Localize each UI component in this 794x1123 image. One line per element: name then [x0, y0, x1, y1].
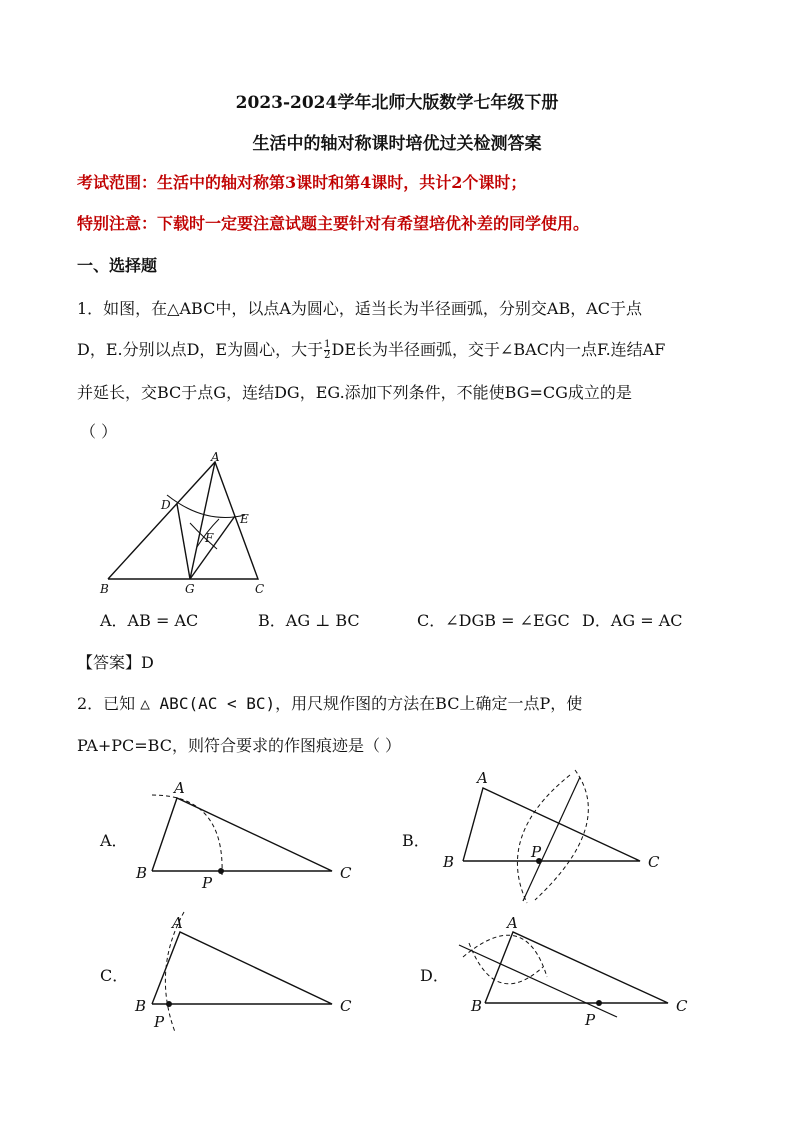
q2a-label-b: B	[136, 864, 148, 882]
q1-text-line3: 并延长，交BC于点G，连结DG，EG.添加下列条件，不能使BG=CG成立的是	[77, 383, 632, 402]
q2a-triangle	[152, 798, 332, 871]
q2-figure-d[interactable]	[455, 905, 700, 1035]
q2b-triangle	[463, 788, 640, 861]
q1-label-g: G	[185, 582, 195, 596]
q1-label-e: E	[240, 512, 249, 526]
q2a-point-p	[218, 868, 224, 874]
q2-option-c-label[interactable]: C．	[100, 966, 129, 985]
q2b-label-c: C	[648, 853, 660, 871]
exam-scope-note: 考试范围：生活中的轴对称第3课时和第4课时，共计2个课时；	[77, 173, 527, 192]
q2a-arc	[152, 795, 222, 875]
q2c-label-b: B	[135, 997, 147, 1015]
q2d-point-p	[596, 1000, 602, 1006]
q2-line1-end: ，用尺规作图的方法在BC上确定一点P，使	[275, 694, 583, 713]
q2d-label-b: B	[471, 997, 483, 1015]
document-title: 2023-2024学年北师大版数学七年级下册	[235, 93, 559, 113]
q2b-arc-left	[517, 775, 570, 903]
q1-answer: 【答案】D	[77, 653, 154, 672]
q1-line2-end: DE长为半径画弧，交于∠BAC内一点F.连结AF	[331, 340, 666, 359]
q2a-label-a: A	[174, 779, 185, 797]
q1-label-a: A	[211, 450, 220, 464]
q1-label-b: B	[100, 582, 109, 596]
q2b-perpendicular-bisector	[523, 777, 580, 901]
q1-triangle-figure	[95, 445, 285, 600]
q2a-label-c: C	[340, 864, 352, 882]
q2c-label-p: P	[154, 1013, 165, 1031]
q2b-label-b: B	[443, 853, 455, 871]
q2-line1-start: 2．已知	[77, 694, 141, 713]
q1-text-line2	[77, 337, 665, 361]
q1-line2-start: D，E.分别以点D，E为圆心，大于	[77, 340, 324, 359]
q2b-arc-right	[535, 770, 588, 900]
q2d-angle-bisector-line	[459, 945, 617, 1017]
q2-option-b-label[interactable]: B．	[402, 831, 430, 850]
q1-label-c: C	[255, 582, 265, 596]
q1-option-a[interactable]: A．AB = AC	[100, 611, 199, 630]
q1-option-d[interactable]: D．AG = AC	[582, 611, 683, 630]
q2-line1-triangle: △ ABC(AC < BC)	[140, 694, 276, 713]
q2d-label-p: P	[585, 1011, 596, 1029]
q2-figure-c[interactable]	[130, 910, 360, 1035]
q2c-triangle	[152, 932, 332, 1004]
q1-fraction-denominator: 2	[324, 350, 331, 361]
q1-option-c[interactable]: C．∠DGB = ∠EGC	[417, 611, 570, 630]
q2-text-line2: PA+PC=BC，则符合要求的作图痕迹是（ ）	[77, 736, 402, 755]
q1-triangle-abc	[108, 462, 258, 579]
q2-figure-a[interactable]	[130, 775, 360, 895]
q1-answer-bracket: （ ）	[80, 422, 118, 441]
q2a-label-p: P	[202, 874, 213, 892]
q1-text-line1: 1．如图，在△ABC中，以点A为圆心，适当长为半径画弧，分别交AB，AC于点	[77, 299, 643, 318]
q2b-label-p: P	[531, 843, 542, 861]
q2c-label-c: C	[340, 997, 352, 1015]
q1-line-dg	[177, 504, 190, 579]
q2c-label-a: A	[172, 914, 183, 932]
special-attention-note: 特别注意：下载时一定要注意试题主要针对有希望培优补差的同学使用。	[77, 214, 590, 233]
q2-text-line1	[77, 691, 582, 714]
q2d-triangle	[485, 932, 668, 1003]
q2-option-d-label[interactable]: D．	[420, 966, 449, 985]
section-heading: 一、选择题	[77, 256, 158, 275]
q2d-label-a: A	[507, 914, 518, 932]
q1-fraction	[324, 340, 330, 361]
q1-option-b[interactable]: B．AG ⊥ BC	[258, 611, 360, 630]
q1-fraction-numerator: 1	[324, 339, 331, 350]
q2c-point-p	[166, 1001, 172, 1007]
q2-figure-b[interactable]	[435, 765, 670, 905]
q1-label-d: D	[161, 498, 171, 512]
q2d-label-c: C	[676, 997, 688, 1015]
q1-label-f: F	[205, 531, 214, 545]
q2-option-a-label[interactable]: A．	[100, 831, 128, 850]
document-subtitle: 生活中的轴对称课时培优过关检测答案	[252, 134, 542, 154]
q2b-label-a: A	[477, 769, 488, 787]
